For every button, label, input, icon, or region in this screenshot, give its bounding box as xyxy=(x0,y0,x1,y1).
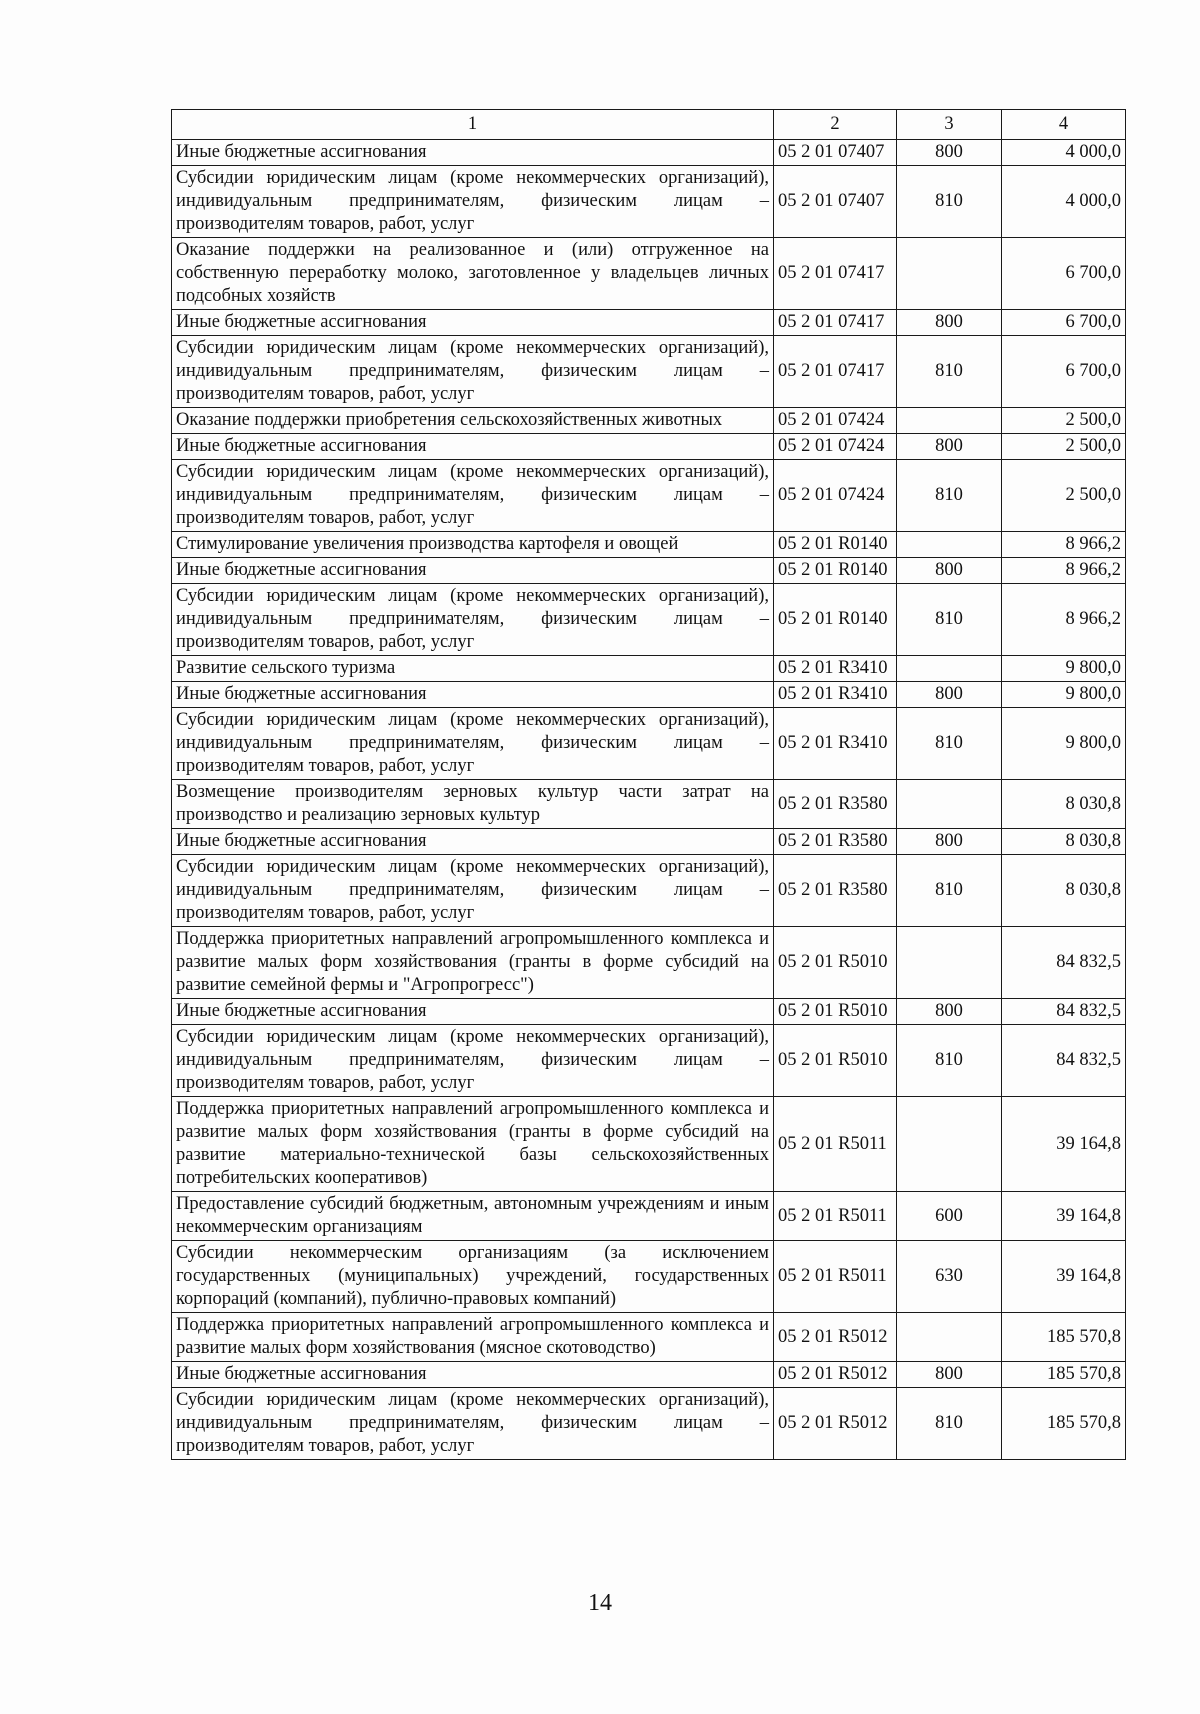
row-name-cell: Субсидии юридическим лицам (кроме некоммерческих организаций), индивидуальным предпринимателям, физическим лицам – производителям товаров, работ, услуг xyxy=(172,336,774,408)
row-name-cell: Поддержка приоритетных направлений агропромышленного комплекса и развитие малых форм хозяйствования (гранты в форме субсидий на развитие материально-технической базы сельскохозяйственных потребительских кооперативов) xyxy=(172,1097,774,1192)
row-code-cell: 05 2 01 R5011 xyxy=(774,1192,897,1241)
row-type-cell xyxy=(897,1097,1002,1192)
row-name-cell: Иные бюджетные ассигнования xyxy=(172,310,774,336)
row-type-cell xyxy=(897,238,1002,310)
table-row xyxy=(172,1362,1126,1388)
row-code-cell: 05 2 01 R3580 xyxy=(774,829,897,855)
row-sum-cell: 9 800,0 xyxy=(1002,682,1126,708)
row-sum-cell: 9 800,0 xyxy=(1002,708,1126,780)
table-row xyxy=(172,558,1126,584)
row-type-cell: 800 xyxy=(897,558,1002,584)
row-code-cell: 05 2 01 R5012 xyxy=(774,1313,897,1362)
row-sum-cell: 2 500,0 xyxy=(1002,408,1126,434)
table-row xyxy=(172,336,1126,408)
row-sum-cell: 84 832,5 xyxy=(1002,1025,1126,1097)
row-code-cell: 05 2 01 R0140 xyxy=(774,532,897,558)
table-row xyxy=(172,310,1126,336)
row-code-cell: 05 2 01 R5012 xyxy=(774,1388,897,1460)
row-name-cell: Возмещение производителям зерновых культур части затрат на производство и реализацию зерновых культур xyxy=(172,780,774,829)
table-row xyxy=(172,1192,1126,1241)
row-sum-cell: 8 030,8 xyxy=(1002,855,1126,927)
row-type-cell xyxy=(897,780,1002,829)
row-sum-cell: 2 500,0 xyxy=(1002,434,1126,460)
header-row xyxy=(172,110,1126,140)
row-name-cell: Субсидии некоммерческим организациям (за исключением государственных (муниципальных) учреждений, государственных корпораций (компаний), публично-правовых компаний) xyxy=(172,1241,774,1313)
row-type-cell: 800 xyxy=(897,829,1002,855)
row-sum-cell: 6 700,0 xyxy=(1002,238,1126,310)
budget-table xyxy=(171,109,1126,1460)
table-row xyxy=(172,708,1126,780)
row-code-cell: 05 2 01 R5012 xyxy=(774,1362,897,1388)
row-code-cell: 05 2 01 R0140 xyxy=(774,558,897,584)
row-type-cell: 810 xyxy=(897,584,1002,656)
row-type-cell: 800 xyxy=(897,1362,1002,1388)
table-row xyxy=(172,829,1126,855)
row-type-cell xyxy=(897,927,1002,999)
row-sum-cell: 4 000,0 xyxy=(1002,166,1126,238)
table-header xyxy=(172,110,1126,140)
row-sum-cell: 39 164,8 xyxy=(1002,1241,1126,1313)
row-code-cell: 05 2 01 R5010 xyxy=(774,1025,897,1097)
row-type-cell xyxy=(897,408,1002,434)
row-code-cell: 05 2 01 R3410 xyxy=(774,656,897,682)
row-name-cell: Иные бюджетные ассигнования xyxy=(172,829,774,855)
row-name-cell: Предоставление субсидий бюджетным, автономным учреждениям и иным некоммерческим организациям xyxy=(172,1192,774,1241)
row-code-cell: 05 2 01 07417 xyxy=(774,336,897,408)
row-code-cell: 05 2 01 R3580 xyxy=(774,780,897,829)
table-row xyxy=(172,656,1126,682)
row-name-cell: Иные бюджетные ассигнования xyxy=(172,140,774,166)
row-code-cell: 05 2 01 07407 xyxy=(774,140,897,166)
row-sum-cell: 6 700,0 xyxy=(1002,310,1126,336)
row-sum-cell: 8 030,8 xyxy=(1002,780,1126,829)
table-row xyxy=(172,140,1126,166)
row-name-cell: Иные бюджетные ассигнования xyxy=(172,1362,774,1388)
table-row xyxy=(172,1313,1126,1362)
row-sum-cell: 39 164,8 xyxy=(1002,1097,1126,1192)
row-name-cell: Субсидии юридическим лицам (кроме некоммерческих организаций), индивидуальным предпринимателям, физическим лицам – производителям товаров, работ, услуг xyxy=(172,166,774,238)
row-type-cell: 810 xyxy=(897,708,1002,780)
row-code-cell: 05 2 01 R5011 xyxy=(774,1097,897,1192)
row-code-cell: 05 2 01 R3580 xyxy=(774,855,897,927)
row-code-cell: 05 2 01 R5010 xyxy=(774,927,897,999)
row-sum-cell: 185 570,8 xyxy=(1002,1313,1126,1362)
table-row xyxy=(172,238,1126,310)
row-name-cell: Оказание поддержки приобретения сельскохозяйственных животных xyxy=(172,408,774,434)
row-type-cell: 800 xyxy=(897,682,1002,708)
row-type-cell: 810 xyxy=(897,336,1002,408)
row-type-cell: 810 xyxy=(897,855,1002,927)
row-sum-cell: 84 832,5 xyxy=(1002,927,1126,999)
row-code-cell: 05 2 01 07424 xyxy=(774,434,897,460)
row-sum-cell: 185 570,8 xyxy=(1002,1388,1126,1460)
row-code-cell: 05 2 01 R3410 xyxy=(774,708,897,780)
row-type-cell: 800 xyxy=(897,999,1002,1025)
table-row xyxy=(172,855,1126,927)
row-type-cell xyxy=(897,656,1002,682)
row-sum-cell: 8 966,2 xyxy=(1002,584,1126,656)
header-col-1: 1 xyxy=(172,110,774,140)
header-col-2: 2 xyxy=(774,110,897,140)
row-sum-cell: 6 700,0 xyxy=(1002,336,1126,408)
table-row xyxy=(172,1025,1126,1097)
row-sum-cell: 4 000,0 xyxy=(1002,140,1126,166)
row-type-cell: 800 xyxy=(897,434,1002,460)
row-name-cell: Иные бюджетные ассигнования xyxy=(172,558,774,584)
row-type-cell: 810 xyxy=(897,166,1002,238)
table-row xyxy=(172,682,1126,708)
row-name-cell: Поддержка приоритетных направлений агропромышленного комплекса и развитие малых форм хозяйствования (мясное скотоводство) xyxy=(172,1313,774,1362)
table-row xyxy=(172,408,1126,434)
table-row xyxy=(172,584,1126,656)
row-type-cell: 810 xyxy=(897,1025,1002,1097)
row-name-cell: Развитие сельского туризма xyxy=(172,656,774,682)
row-name-cell: Иные бюджетные ассигнования xyxy=(172,434,774,460)
row-sum-cell: 39 164,8 xyxy=(1002,1192,1126,1241)
row-sum-cell: 8 966,2 xyxy=(1002,558,1126,584)
table-row xyxy=(172,166,1126,238)
row-name-cell: Субсидии юридическим лицам (кроме некоммерческих организаций), индивидуальным предпринимателям, физическим лицам – производителям товаров, работ, услуг xyxy=(172,460,774,532)
header-col-4: 4 xyxy=(1002,110,1126,140)
table-row xyxy=(172,780,1126,829)
row-type-cell: 600 xyxy=(897,1192,1002,1241)
row-type-cell: 810 xyxy=(897,460,1002,532)
row-sum-cell: 185 570,8 xyxy=(1002,1362,1126,1388)
table-row xyxy=(172,1241,1126,1313)
row-type-cell: 810 xyxy=(897,1388,1002,1460)
row-name-cell: Субсидии юридическим лицам (кроме некоммерческих организаций), индивидуальным предпринимателям, физическим лицам – производителям товаров, работ, услуг xyxy=(172,1025,774,1097)
table-row xyxy=(172,434,1126,460)
row-code-cell: 05 2 01 07424 xyxy=(774,460,897,532)
row-name-cell: Субсидии юридическим лицам (кроме некоммерческих организаций), индивидуальным предпринимателям, физическим лицам – производителям товаров, работ, услуг xyxy=(172,584,774,656)
row-name-cell: Стимулирование увеличения производства картофеля и овощей xyxy=(172,532,774,558)
row-name-cell: Субсидии юридическим лицам (кроме некоммерческих организаций), индивидуальным предпринимателям, физическим лицам – производителям товаров, работ, услуг xyxy=(172,1388,774,1460)
row-name-cell: Оказание поддержки на реализованное и (или) отгруженное на собственную переработку молоко, заготовленное у владельцев личных подсобных хозяйств xyxy=(172,238,774,310)
table-row xyxy=(172,1388,1126,1460)
row-name-cell: Субсидии юридическим лицам (кроме некоммерческих организаций), индивидуальным предпринимателям, физическим лицам – производителям товаров, работ, услуг xyxy=(172,855,774,927)
table-row xyxy=(172,532,1126,558)
row-code-cell: 05 2 01 R0140 xyxy=(774,584,897,656)
page-number: 14 xyxy=(588,1590,612,1616)
row-code-cell: 05 2 01 07424 xyxy=(774,408,897,434)
row-code-cell: 05 2 01 R5011 xyxy=(774,1241,897,1313)
row-name-cell: Иные бюджетные ассигнования xyxy=(172,682,774,708)
row-sum-cell: 84 832,5 xyxy=(1002,999,1126,1025)
row-type-cell xyxy=(897,1313,1002,1362)
table-row xyxy=(172,460,1126,532)
row-name-cell: Поддержка приоритетных направлений агропромышленного комплекса и развитие малых форм хозяйствования (гранты в форме субсидий на развитие семейной фермы и "Агропрогресс") xyxy=(172,927,774,999)
row-code-cell: 05 2 01 R5010 xyxy=(774,999,897,1025)
row-sum-cell: 8 966,2 xyxy=(1002,532,1126,558)
row-type-cell xyxy=(897,532,1002,558)
header-col-3: 3 xyxy=(897,110,1002,140)
row-sum-cell: 8 030,8 xyxy=(1002,829,1126,855)
row-code-cell: 05 2 01 07417 xyxy=(774,310,897,336)
row-type-cell: 630 xyxy=(897,1241,1002,1313)
row-name-cell: Субсидии юридическим лицам (кроме некоммерческих организаций), индивидуальным предпринимателям, физическим лицам – производителям товаров, работ, услуг xyxy=(172,708,774,780)
row-code-cell: 05 2 01 R3410 xyxy=(774,682,897,708)
table-row xyxy=(172,927,1126,999)
row-sum-cell: 9 800,0 xyxy=(1002,656,1126,682)
row-type-cell: 800 xyxy=(897,310,1002,336)
row-name-cell: Иные бюджетные ассигнования xyxy=(172,999,774,1025)
row-type-cell: 800 xyxy=(897,140,1002,166)
row-code-cell: 05 2 01 07407 xyxy=(774,166,897,238)
row-sum-cell: 2 500,0 xyxy=(1002,460,1126,532)
row-code-cell: 05 2 01 07417 xyxy=(774,238,897,310)
table-body xyxy=(172,140,1126,1460)
table-row xyxy=(172,1097,1126,1192)
table-row xyxy=(172,999,1126,1025)
